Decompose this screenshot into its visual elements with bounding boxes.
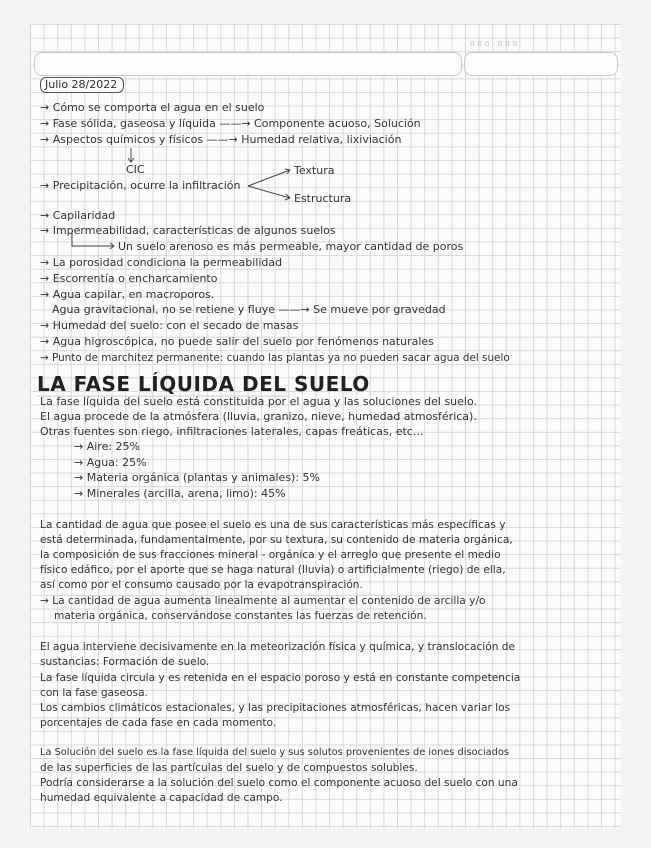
note-line: → Fase sólida, gaseosa y líquida ——→ Componente acuoso, Solución	[40, 117, 421, 130]
section-title: LA FASE LÍQUIDA DEL SUELO	[37, 372, 370, 396]
body-line: La fase líquida del suelo está constituida por el agua y las soluciones del suelo.	[40, 395, 477, 408]
page-corner-marks: 000 000	[470, 40, 520, 48]
body-line: Otras fuentes son riego, infiltraciones laterales, capas freáticas, etc...	[40, 425, 424, 438]
body-line: sustancias: Formación de suelo.	[40, 656, 210, 668]
body-line: La Solución del suelo es la fase líquida del suelo y sus solutos provenientes de iones disociados	[40, 747, 509, 758]
composition-item: → Minerales (arcilla, arena, limo): 45%	[74, 487, 286, 500]
body-line: El agua interviene decisivamente en la meteorización física y química, y translocación de	[40, 641, 516, 653]
textura-branch	[248, 170, 290, 186]
note-line: → La porosidad condiciona la permeabilidad	[40, 256, 283, 269]
body-line: Podría considerarse a la solución del suelo como el componente acuoso del suelo con una	[40, 777, 518, 789]
composition-item: → Agua: 25%	[74, 456, 147, 469]
note-date: Julio 28/2022	[40, 77, 124, 93]
arenoso-arrow-line	[72, 232, 114, 246]
composition-item: → Materia orgánica (plantas y animales): 5%	[74, 471, 320, 484]
note-line: → Capilaridad	[40, 209, 116, 222]
note-estructura: Estructura	[294, 192, 352, 205]
body-line: con la fase gaseosa.	[40, 687, 148, 699]
body-line: así como por el consumo causado por la evapotranspiración.	[40, 579, 363, 591]
note-line: → Agua higroscópica, no puede salir del suelo por fenómenos naturales	[40, 335, 434, 348]
body-line: La cantidad de agua que posee el suelo es una de sus características más específicas y	[40, 519, 506, 531]
body-line: El agua procede de la atmósfera (lluvia, granizo, nieve, humedad atmosférica).	[40, 410, 477, 423]
body-line: Los cambios climáticos estacionales, y las precipitaciones atmosféricas, hacen variar los	[40, 702, 511, 714]
body-line: La fase líquida circula y es retenida en el espacio poroso y está en constante competencia	[40, 672, 521, 684]
note-line: → Humedad del suelo: con el secado de masas	[40, 319, 299, 332]
note-cic: CIC	[126, 163, 145, 176]
note-line: → Precipitación, ocurre la infiltración	[40, 179, 241, 192]
note-line: → Agua capilar, en macroporos.	[40, 288, 215, 301]
note-subline: Un suelo arenoso es más permeable, mayor cantidad de poros	[118, 240, 464, 253]
body-line: → La cantidad de agua aumenta linealmente al aumentar el contenido de arcilla y/o	[40, 595, 486, 607]
note-textura: Textura	[294, 164, 335, 177]
body-line: la composición de sus fracciones mineral - orgánica y el arreglo que presente el medio	[40, 549, 501, 561]
note-line: → Cómo se comporta el agua en el suelo	[40, 101, 265, 114]
body-line: de las superficies de las partículas del suelo y de compuestos solubles.	[40, 762, 418, 774]
body-line: humedad equivalente a capacidad de campo.	[40, 792, 283, 804]
body-line: materia orgánica, conservándose constantes las fuerzas de retención.	[54, 610, 427, 622]
note-line: → Escorrentía o encharcamiento	[40, 272, 218, 285]
body-line: físico edáfico, por el aporte que se haga natural (lluvia) o artificialmente (riego) de ella,	[40, 564, 506, 576]
note-line: → Aspectos químicos y físicos ——→ Humedad relativa, lixiviación	[40, 133, 402, 146]
body-line: porcentajes de cada fase en cada momento.	[40, 717, 277, 729]
note-line: → Impermeabilidad, características de algunos suelos	[40, 224, 336, 237]
note-line: → Punto de marchitez permanente: cuando las plantas ya no pueden sacar agua del suelo	[40, 352, 510, 364]
estructura-branch	[248, 186, 290, 198]
body-line: está determinada, fundamentalmente, por su textura, su contenido de materia orgánica,	[40, 534, 513, 546]
composition-item: → Aire: 25%	[74, 440, 140, 453]
note-subline: Agua gravitacional, no se retiene y fluye ——→ Se mueve por gravedad	[52, 303, 446, 316]
